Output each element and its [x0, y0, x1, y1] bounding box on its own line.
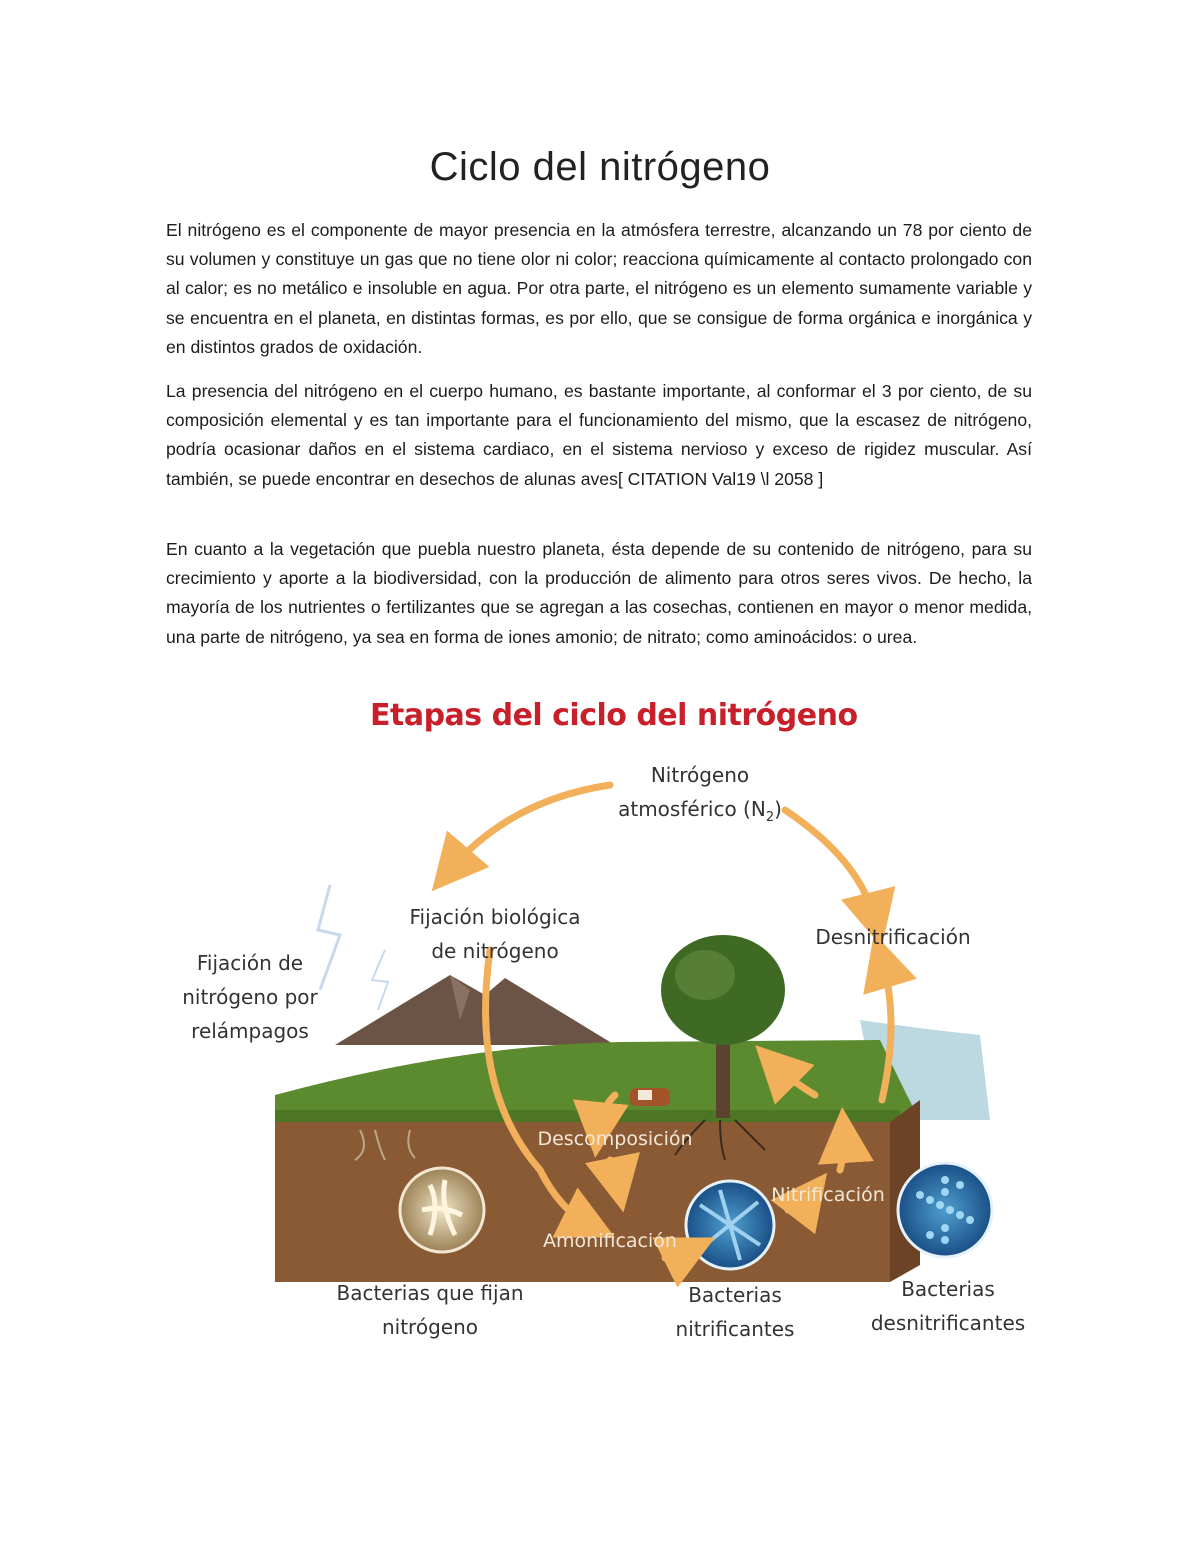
label-nitrification: Nitrificación — [771, 1184, 885, 1206]
diagram-title: Etapas del ciclo del nitrógeno — [370, 698, 858, 733]
tree-highlight — [675, 950, 735, 1000]
nitrogen-cycle-diagram — [160, 690, 1040, 1350]
page-title: Ciclo del nitrógeno — [429, 145, 771, 189]
label-biological-fixation: Fijación biológica de nitrógeno — [409, 905, 581, 963]
label-decomposition: Descomposición — [537, 1128, 693, 1150]
label-denitrification: Desnitrificación — [815, 925, 971, 949]
paragraph-1: El nitrógeno es el componente de mayor presencia en la atmósfera terrestre, alcanzando un 78 por ciento de su volumen y constituye un gas que no tiene olor ni color; reacciona químicamente al contacto prolongado con al calor; es no metálico e insoluble en agua. Por otra parte, el nitrógeno es un elemento sumamente variable y se encuentra en el planeta, en distintas formas, es por ello, que se consigue de forma orgánica e inorgánica y en distintos grados de oxidación. — [166, 220, 1032, 357]
label-nitrifying-bacteria: Bacterias nitrificantes — [675, 1283, 795, 1341]
label-ammonification: Amonificación — [543, 1230, 677, 1252]
paragraph-3: En cuanto a la vegetación que puebla nuestro planeta, ésta depende de su contenido de nitrógeno, para su crecimiento y aporte a la biodiversidad, con la producción de alimento para otros seres vivos. De hecho, la mayoría de los nutrientes o fertilizantes que se agregan a las cosechas, contienen en mayor o menor medida, una parte de nitrógeno, ya sea en forma de iones amonio; de nitrato; como aminoácidos: o urea. — [166, 539, 1032, 647]
label-denitrifying-bacteria: Bacterias desnitrificantes — [870, 1277, 1026, 1335]
grass-edge — [275, 1110, 900, 1122]
label-fixing-bacteria: Bacterias que fijan nitrógeno — [336, 1281, 524, 1339]
grass-surface — [275, 1040, 920, 1122]
label-atmospheric-nitrogen: Nitrógeno atmosférico $(N_2)$ — [618, 763, 782, 825]
cow-patch — [638, 1090, 652, 1100]
paragraph-2: La presencia del nitrógeno en el cuerpo humano, es bastante importante, al conformar el 3 por ciento, de su composición elemental y es tan importante para el funcionamiento del mismo, que la escasez de nitrógeno, podría ocasionar daños en el sistema cardiaco, en el sistema nervioso y exceso de rigidez muscular. Así también, se puede encontrar en desechos de alunas aves[ CITATION Val19 \l 2058 ] — [166, 381, 1032, 489]
label-lightning-fixation: Fijación de nitrógeno por relámpagos — [182, 951, 318, 1043]
lightning-bolt-small — [372, 950, 388, 1010]
mountain — [335, 975, 615, 1045]
